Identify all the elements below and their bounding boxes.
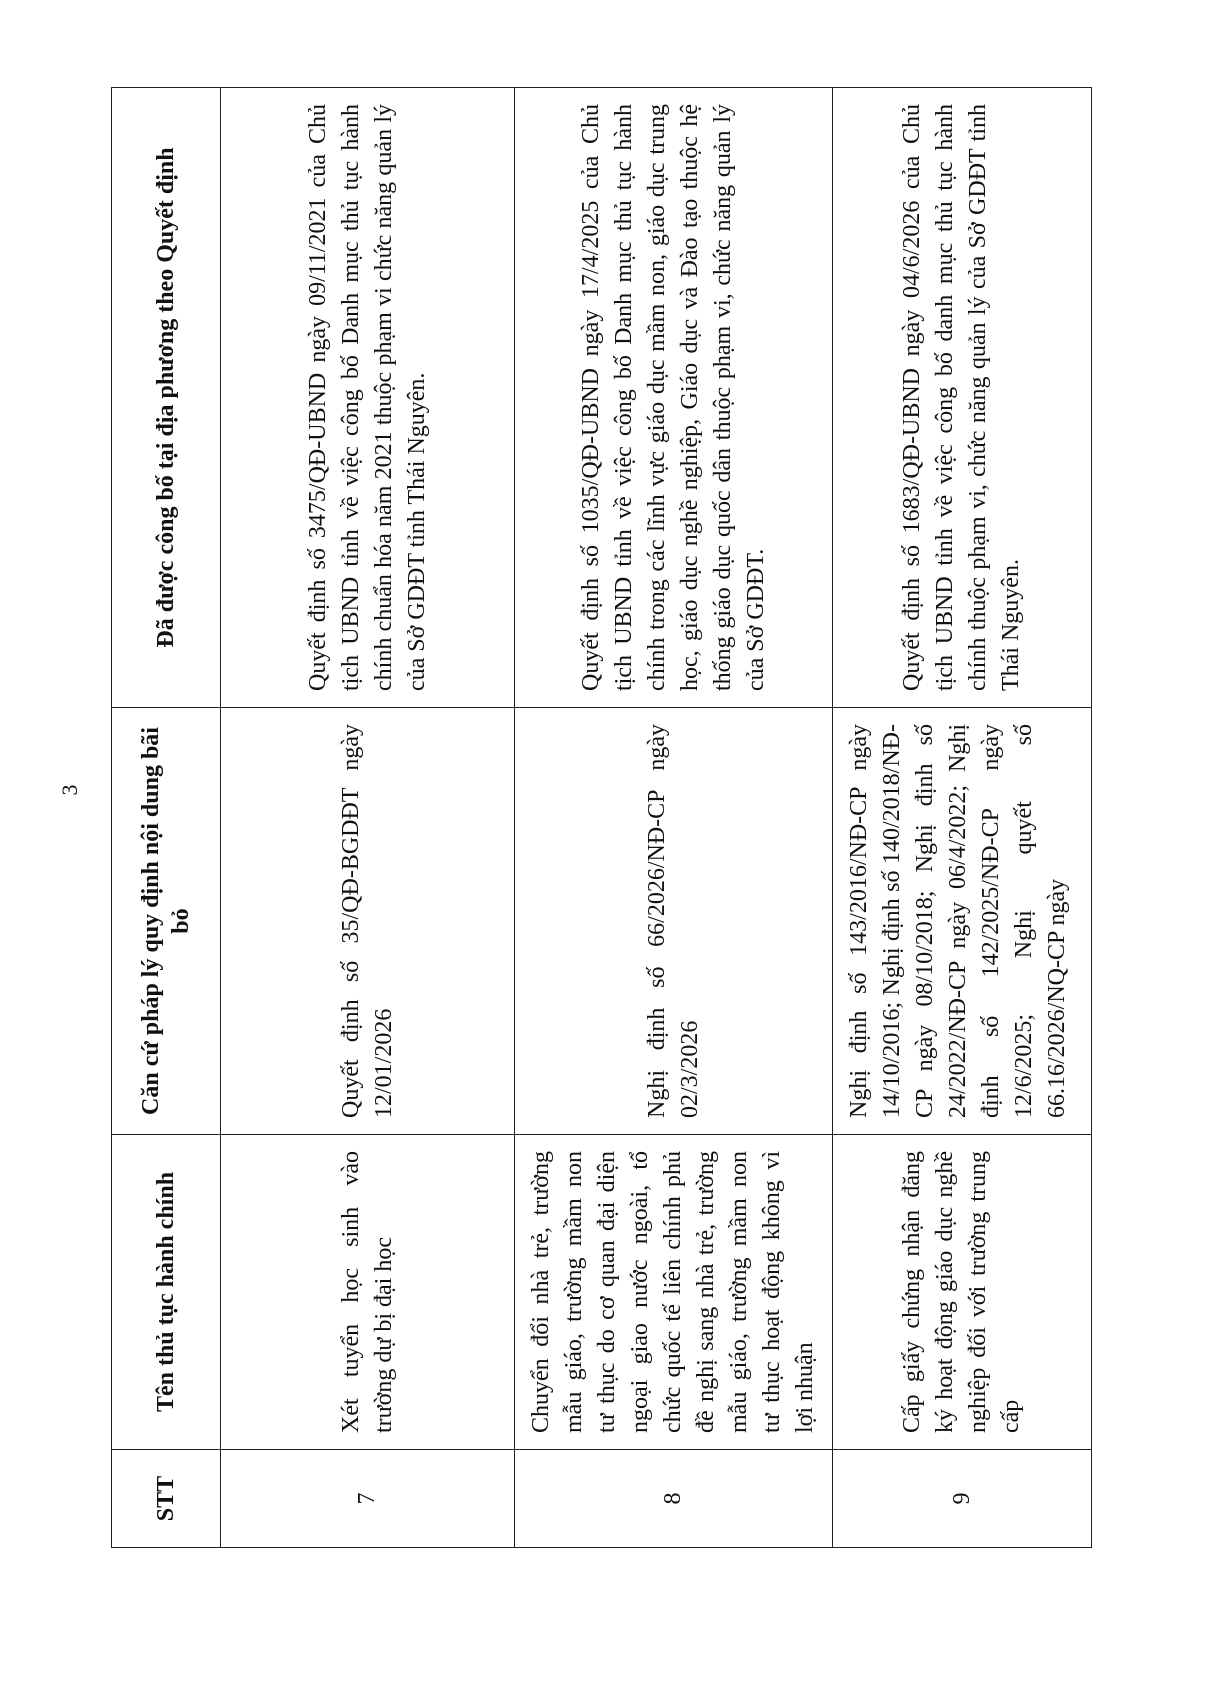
cell-published-decision: Quyết định số 1683/QĐ-UBND ngày 04/6/2026 của Chủ tịch UBND tỉnh về việc công bố danh mục thủ tục hành chính thuộc phạm vi, chức năng quản lý của Sở GDĐT tỉnh Thái Nguyên. (833, 88, 1092, 708)
table-row (515, 88, 833, 1548)
cell-legal-basis: Nghị định số 143/2016/NĐ-CP ngày 14/10/2016; Nghị định số 140/2018/NĐ-CP ngày 08/10/2018; Nghị định số 24/2022/NĐ-CP ngày 06/4/2022; Nghị định số 142/2025/NĐ-CP ngày 12/6/2025; Nghị quyết số 66.16/2026/NQ-CP ngày (833, 708, 1092, 1135)
rotated-table-area (111, 88, 1070, 1548)
table-wrapper (111, 88, 1070, 1548)
cell-procedure-name: Xét tuyển học sinh vào trường dự bị đại học (221, 1135, 515, 1450)
header-procedure-name: Tên thủ tục hành chính (112, 1135, 221, 1450)
cell-published-decision: Quyết định số 3475/QĐ-UBND ngày 09/11/2021 của Chủ tịch UBND tỉnh về việc công bố Danh mục thủ tục hành chính chuẩn hóa năm 2021 thuộc phạm vi chức năng quản lý của Sở GDĐT tỉnh Thái Nguyên. (221, 88, 515, 708)
cell-procedure-name: Cấp giấy chứng nhận đăng ký hoạt động giáo dục nghề nghiệp đối với trường trung cấp (833, 1135, 1092, 1450)
table-row (833, 88, 1092, 1548)
cell-stt: 9 (833, 1450, 1092, 1548)
header-legal-basis: Căn cứ pháp lý quy định nội dung bãi bỏ (112, 708, 221, 1135)
cell-procedure-name: Chuyển đổi nhà trẻ, trường mẫu giáo, trường mầm non tư thục do cơ quan đại diện ngoại giao nước ngoài, tổ chức quốc tế liên chính phủ đề nghị sang nhà trẻ, trường mẫu giáo, trường mầm non tư thục hoạt động không vì lợi nhuận (515, 1135, 833, 1450)
page-number: 3 (57, 784, 82, 796)
cell-published-decision: Quyết định số 1035/QĐ-UBND ngày 17/4/2025 của Chủ tịch UBND tỉnh về việc công bố Danh mục thủ tục hành chính trong các lĩnh vực giáo dục mầm non, giáo dục trung học, giáo dục nghề nghiệp, Giáo dục và Đào tạo thuộc hệ thống giáo dục quốc dân thuộc phạm vi, chức năng quản lý của Sở GDĐT. (515, 88, 833, 708)
cell-stt: 8 (515, 1450, 833, 1548)
cell-legal-basis: Nghị định số 66/2026/NĐ-CP ngày 02/3/2026 (515, 708, 833, 1135)
header-stt: STT (112, 1450, 221, 1548)
procedures-table (111, 87, 1092, 1548)
table-header-row (112, 88, 221, 1548)
header-published-decision: Đã được công bố tại địa phương theo Quyết định (112, 88, 221, 708)
cell-legal-basis: Quyết định số 35/QĐ-BGDĐT ngày 12/01/2026 (221, 708, 515, 1135)
table-row (221, 88, 515, 1548)
cell-stt: 7 (221, 1450, 515, 1548)
